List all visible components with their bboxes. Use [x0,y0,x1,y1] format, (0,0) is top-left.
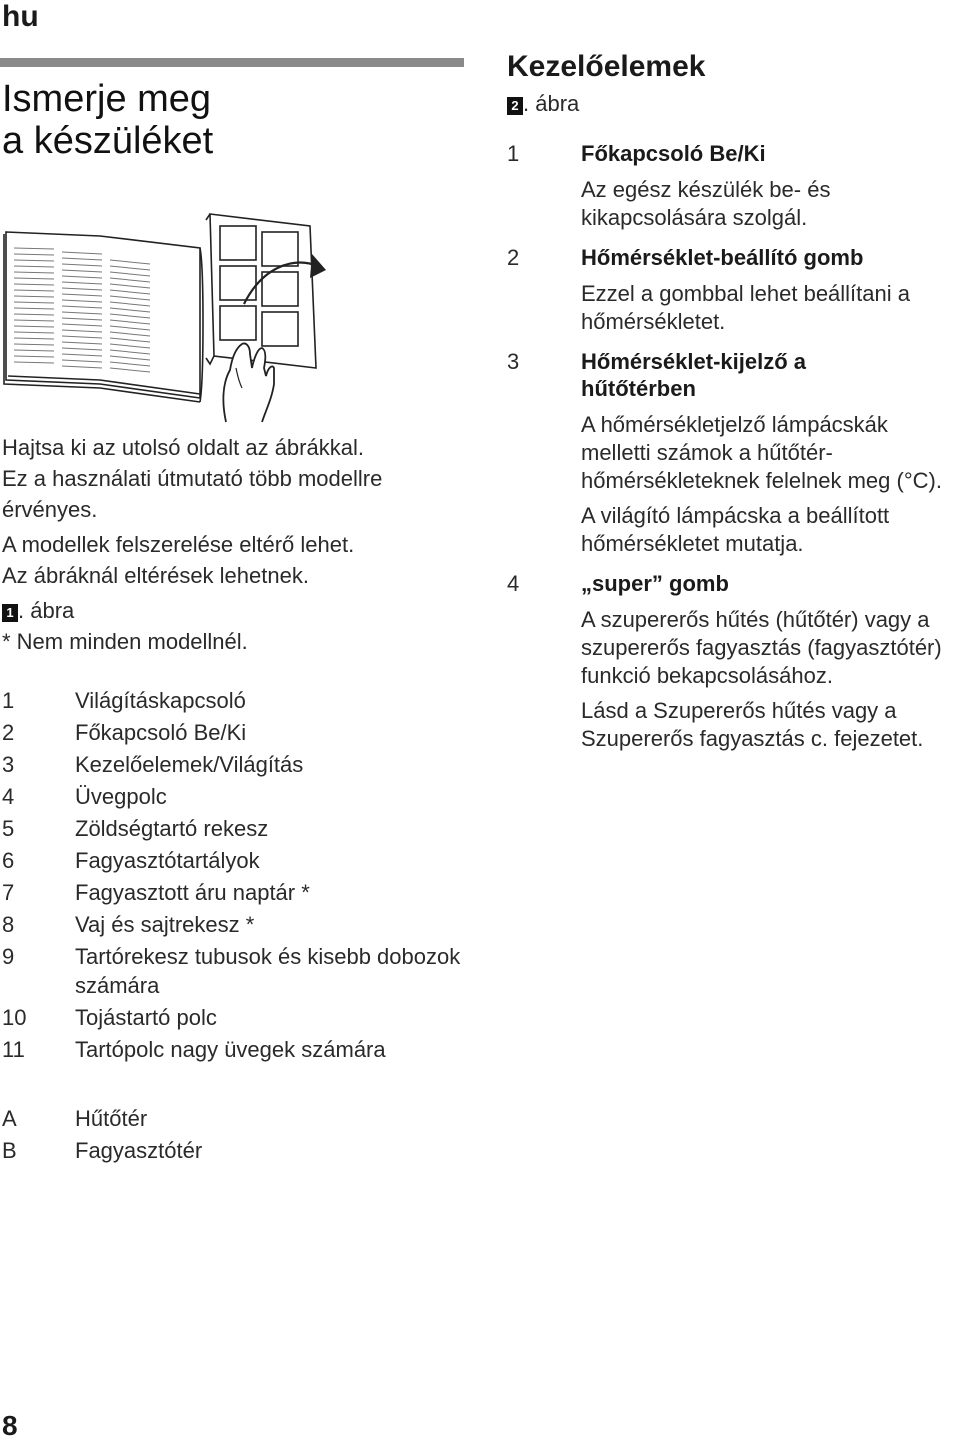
item-number: 9 [2,944,15,969]
list-item [2,942,472,1000]
item-letter: A [2,1106,17,1131]
item-number: 6 [2,848,15,873]
item-label: Üvegpolc [75,784,167,809]
control-heading: Főkapcsoló Be/Ki [581,141,766,166]
control-number: 4 [507,571,520,596]
list-item [2,1136,472,1165]
list-item [2,1003,472,1032]
control-heading: Hőmérséklet-beállító gomb [581,245,864,270]
figure-reference-label: . ábra [523,91,580,116]
list-item [2,910,472,939]
item-number: 10 [2,1005,27,1030]
page-number: 8 [2,1410,18,1441]
item-label: Vaj és sajtrekesz * [75,912,255,937]
intro-line: A modellek felszerelése eltérő lehet. [2,532,355,557]
control-item [507,348,959,558]
list-item [2,878,472,907]
list-item [2,718,472,747]
item-label: Fagyasztótartályok [75,848,260,873]
list-item [2,1035,472,1064]
control-description: A világító lámpácska a beállított hőmérsékletet mutatja. [581,503,890,556]
figure-reference [2,595,462,626]
item-label: Főkapcsoló Be/Ki [75,720,247,745]
foldout-manual-illustration [0,208,350,430]
control-heading: „super” gomb [581,571,729,596]
zones-list [2,1104,472,1168]
control-description: Lásd a Szupererős hűtés vagy a Szupererős fagyasztás c. fejezetet. [581,698,924,751]
intro-line: Az ábráknál eltérések lehetnek. [2,563,309,588]
section-heading: Kezelőelemek [507,50,706,83]
section-rule [0,58,464,67]
control-description: Az egész készülék be- és kikapcsolására szolgál. [581,177,831,230]
item-label: Fagyasztott áru naptár * [75,880,310,905]
list-item [2,750,472,779]
item-label: Tojástartó polc [75,1005,217,1030]
figure-reference [507,90,959,118]
model-note: * Nem minden modellnél. [2,629,248,654]
language-tag: hu [2,0,39,33]
page-title [2,78,213,162]
intro-line: Ez a használati útmutató több modellre [2,466,383,491]
item-number: 2 [2,720,15,745]
intro-line: érvényes. [2,497,98,522]
control-number: 1 [507,141,520,166]
item-number: 3 [2,752,15,777]
parts-list [2,686,472,1067]
list-item [2,686,472,715]
control-item [507,570,959,753]
control-number: 3 [507,349,520,374]
item-number: 1 [2,688,15,713]
controls-section [507,48,959,760]
intro-line: Hajtsa ki az utolsó oldalt az ábrákkal. [2,435,364,460]
item-number: 5 [2,816,15,841]
figure-reference-label: . ábra [18,598,75,623]
page-title-line: a készüléket [2,120,214,162]
item-label: Tartópolc nagy üvegek számára [75,1037,386,1062]
item-number: 4 [2,784,15,809]
item-label: Fagyasztótér [75,1138,203,1163]
item-label: Világításkapcsoló [75,688,246,713]
item-label: Zöldségtartó rekesz [75,816,269,841]
control-number: 2 [507,245,520,270]
figure-number-badge: 1 [2,604,18,622]
item-number: 11 [2,1037,25,1062]
page-title-line: Ismerje meg [2,78,212,120]
list-item [2,846,472,875]
list-item [2,782,472,811]
control-item [507,140,959,232]
control-heading: Hőmérséklet-kijelző a hűtőtérben [581,349,806,401]
item-number: 8 [2,912,15,937]
control-description: Ezzel a gombbal lehet beállítani a hőmérsékletet. [581,281,910,334]
list-item [2,1104,472,1133]
control-description: A szupererős hűtés (hűtőtér) vagy a szupererős fagyasztás (fagyasztótér) funkció bekapcsolásához. [581,607,942,688]
item-label: Hűtőtér [75,1106,148,1131]
item-label: Tartórekesz tubusok és kisebb dobozok számára [75,944,461,998]
item-letter: B [2,1138,17,1163]
list-item [2,814,472,843]
intro-text [2,432,462,657]
figure-number-badge: 2 [507,97,523,115]
item-label: Kezelőelemek/Világítás [75,752,304,777]
item-number: 7 [2,880,15,905]
control-description: A hőmérsékletjelző lámpácskák melletti számok a hűtőtér-hőmérsékleteknek felelnek meg (°C). [581,412,942,493]
control-item [507,244,959,336]
